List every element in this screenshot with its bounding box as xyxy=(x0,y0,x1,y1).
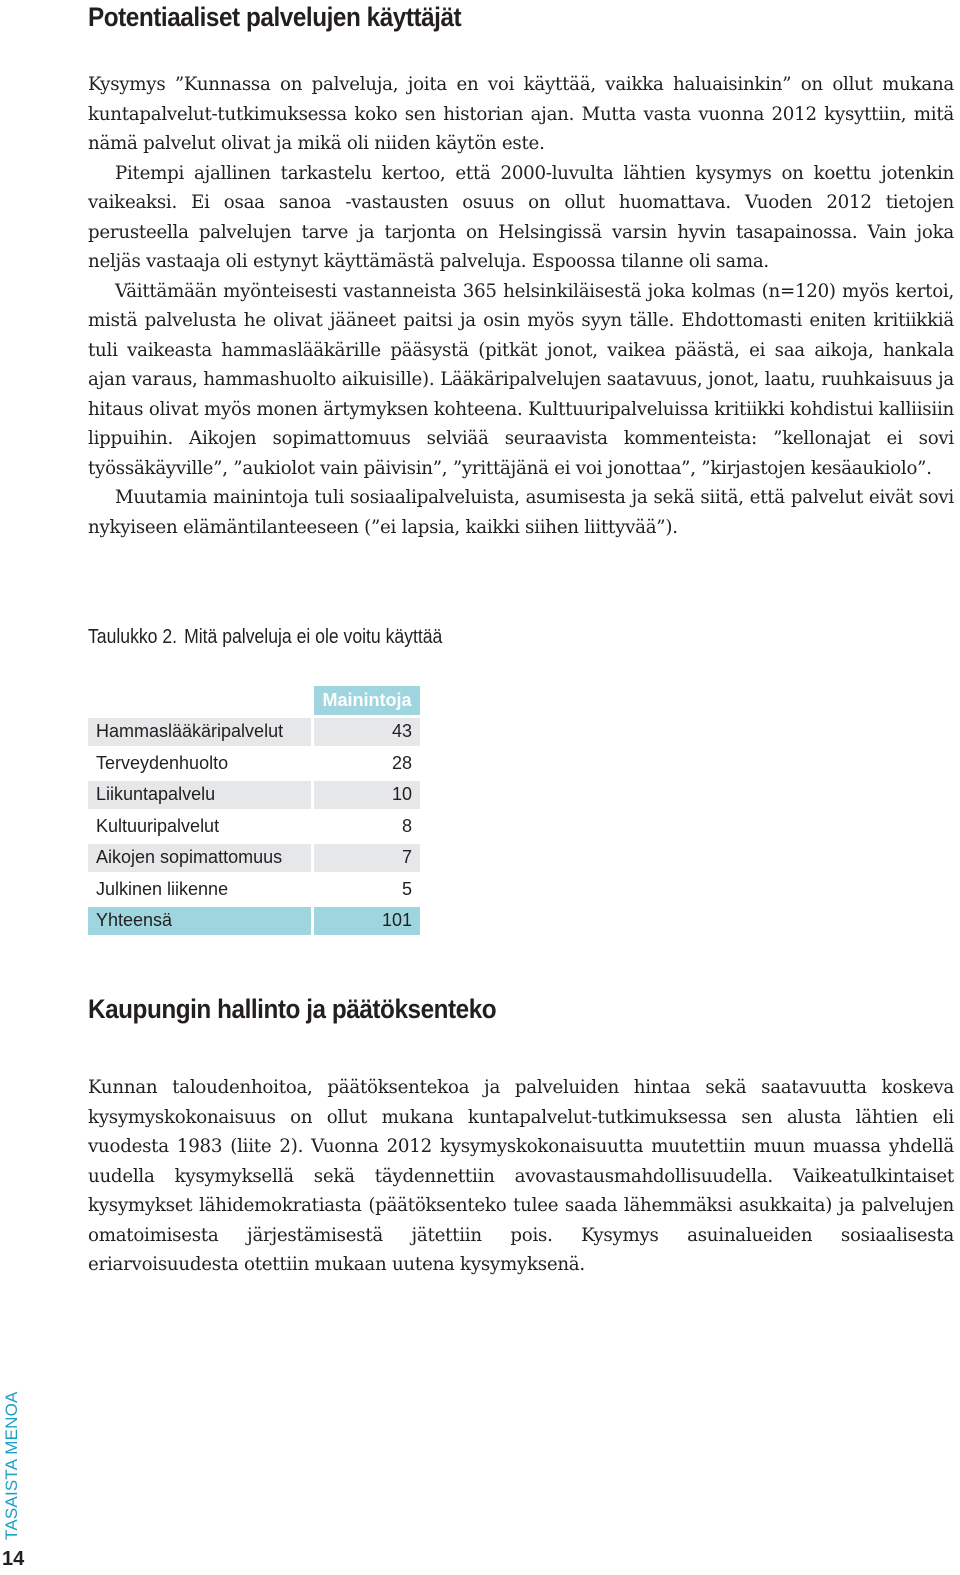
table-row xyxy=(88,781,420,810)
table-caption-title: Mitä palveluja ei ole voitu käyttää xyxy=(184,626,443,648)
publication-side-label: TASAISTA MENOA xyxy=(2,1391,21,1540)
unused-services-table xyxy=(85,683,423,938)
row-label: Julkinen liikenne xyxy=(96,878,229,899)
row-value: 5 xyxy=(401,878,412,899)
table-caption xyxy=(88,626,442,649)
row-label: Aikojen sopimattomuus xyxy=(88,844,311,873)
paragraph: Pitempi ajallinen tarkastelu kertoo, että 2000-luvulta lähtien kysymys on koettu jotenkin vaikeaksi. Ei osaa sanoa -vastausten osuus on ollut huomattava. Vuoden 2012 tietojen perusteella palvelujen tarve ja tarjonta on Helsingissä varsin hyvin tasapainossa. Vain joka neljäs vastaaja oli estynyt käyttämästä palveluja. Espoossa tilanne oli sama. xyxy=(88,162,954,272)
table-row xyxy=(88,844,420,873)
table-row xyxy=(88,718,420,747)
table-total-row xyxy=(88,907,420,936)
table-row xyxy=(88,875,420,904)
row-label: Kultuuripalvelut xyxy=(96,815,220,836)
paragraph: Kysymys ”Kunnassa on palveluja, joita en voi käyttää, vaikka haluaisinkin” on ollut mukana kuntapalvelut-tutkimuksessa koko sen historian ajan. Mutta vasta vuonna 2012 kysyttiin, mitä nämä palvelut olivat ja mikä oli niiden käytön este. xyxy=(88,74,954,154)
row-label: Liikuntapalvelu xyxy=(88,781,311,810)
section-potential-users-body xyxy=(88,70,954,542)
section-title-city-governance: Kaupungin hallinto ja päätöksenteko xyxy=(88,994,497,1024)
row-value: 43 xyxy=(314,718,420,747)
row-label: Hammaslääkäripalvelut xyxy=(88,718,311,747)
table-header-row xyxy=(88,686,420,715)
row-label: Terveydenhuolto xyxy=(96,752,229,773)
paragraph: Muutamia mainintoja tuli sosiaalipalveluista, asumisesta ja sekä siitä, että palvelut eivät sovi nykyiseen elämäntilanteeseen (”ei lapsia, kaikki siihen liittyvää”). xyxy=(88,487,954,538)
table-header-empty-cell xyxy=(88,686,311,715)
table-caption-number: Taulukko 2. xyxy=(88,626,178,648)
row-value: 28 xyxy=(391,752,412,773)
section-city-governance-body xyxy=(88,1073,954,1280)
table-row xyxy=(88,812,420,841)
page-number: 14 xyxy=(2,1548,25,1570)
total-label: Yhteensä xyxy=(88,907,311,936)
row-value: 7 xyxy=(314,844,420,873)
paragraph: Kunnan taloudenhoitoa, päätöksentekoa ja palveluiden hintaa sekä saatavuutta koskeva kysymyskokonaisuus on ollut mukana kuntapalvelut-tutkimuksessa sen alusta lähtien eli vuodesta 1983 (liite 2). Vuonna 2012 kysymyskokonaisuutta muutettiin muun muassa yhdellä uudella kysymyksellä sekä täydennettiin avovastausmahdollisuudella. Vaikeatulkintaiset kysymykset lähidemokratiasta (päätöksenteko tulee saada lähemmäksi asukkaita) ja palvelujen omatoimisesta järjestämisestä jätettiin pois. Kysymys asuinalueiden sosiaalisesta eriarvoisuudesta otettiin mukaan uutena kysymyksenä. xyxy=(88,1077,954,1275)
total-value: 101 xyxy=(314,907,420,936)
section-title-potential-users: Potentiaaliset palvelujen käyttäjät xyxy=(88,2,462,32)
row-value: 10 xyxy=(314,781,420,810)
paragraph: Väittämään myönteisesti vastanneista 365 helsinkiläisestä joka kolmas (n=120) myös kertoi, mistä palvelusta he olivat jääneet paitsi ja osin myös syyn tälle. Ehdottomasti eniten kritiikkiä tuli vaikeasta hammaslääkärille pääsystä (pitkät jonot, vaikea päästä, ei saa aikoja, hankala ajan varaus, hammashuolto aikuisille). Lääkäripalvelujen saatavuus, jonot, laatu, ruuhkaisuus ja hitaus olivat myös monen ärtymyksen kohteena. Kulttuuripalveluissa kritiikki kohdistui kalliisiin lippuihin. Aikojen sopimattomuus selviää seuraavista kommenteista: ”kellonajat ei sovi työssäkäyville”, ”aukiolot vain päivisin”, ”yrittäjänä ei voi jonottaa”, ”kirjastojen kesäaukiolo”. xyxy=(88,280,954,479)
table-row xyxy=(88,749,420,778)
row-value: 8 xyxy=(401,815,412,836)
column-header-mentions: Mainintoja xyxy=(314,686,420,715)
